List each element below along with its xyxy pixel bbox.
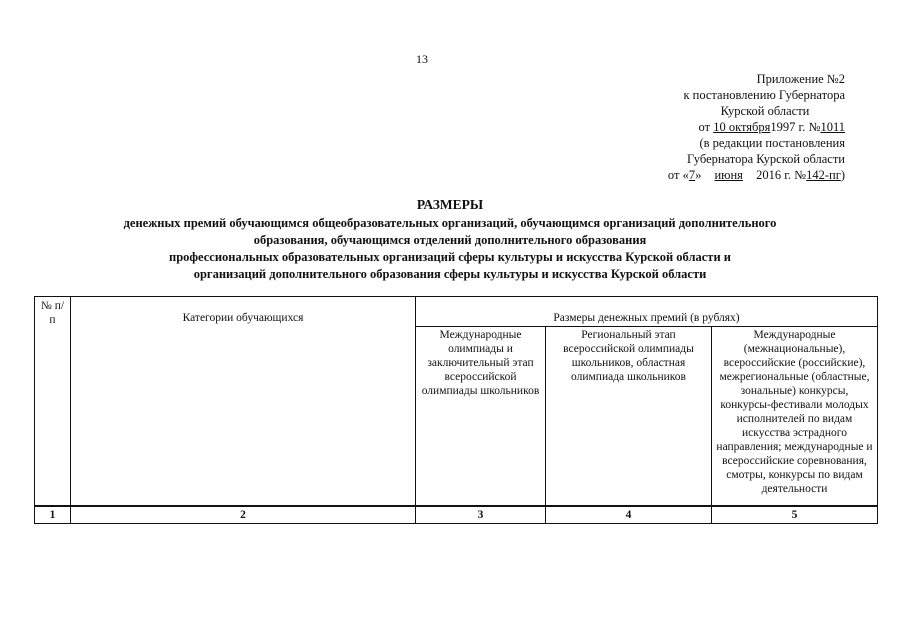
decree-day-month: 10 октября: [713, 120, 771, 134]
appendix-edition-1: (в редакции постановления: [699, 136, 845, 150]
header-category: Категории обучающихся: [71, 297, 416, 507]
index-cell-4: 4: [546, 506, 712, 524]
index-cell-2: 2: [71, 506, 416, 524]
header-num: № п/п: [35, 297, 71, 507]
edition-number: 142-пг: [806, 168, 841, 182]
document-title: [60, 196, 840, 283]
title-line-3: профессиональных образовательных организаций сферы культуры и искусства Курской области и: [169, 250, 731, 264]
title-line-1: денежных премий обучающимся общеобразовательных организаций, обучающимся организаций дополнительного: [123, 216, 777, 230]
appendix-title: Приложение №2: [756, 72, 845, 86]
index-cell-1: 1: [35, 506, 71, 524]
title-line-2: образования, обучающимся отделений дополнительного образования: [253, 233, 647, 247]
appendix-line-2: Курской области: [720, 104, 810, 118]
prizes-table: [34, 296, 878, 524]
edition-paren-close: ): [840, 168, 845, 182]
appendix-header: [575, 71, 845, 183]
table-header-row: [35, 297, 878, 327]
title-main: РАЗМЕРЫ: [416, 197, 484, 212]
header-col-5: Международные (межнациональные), всероссийские (российские), межрегиональные (областные, зональные) конкурсы, конкурсы-фестивали молодых исполнителей по видам искусства эстрадного направления; международные и всероссийские соревнования, смотры, конкурсы по видам деятельности: [712, 327, 878, 507]
edition-month: июня: [714, 168, 743, 182]
page-number: 13: [416, 52, 428, 66]
index-cell-3: 3: [416, 506, 546, 524]
appendix-edition-2: Губернатора Курской области: [687, 152, 845, 166]
header-col-4: Региональный этап всероссийской олимпиады школьников, областная олимпиада школьников: [546, 327, 712, 507]
decree-number: 1011: [820, 120, 845, 134]
table-index-row: [35, 506, 878, 524]
appendix-line-1: к постановлению Губернатора: [683, 88, 845, 102]
edition-day: 7: [688, 168, 696, 182]
title-line-4: организаций дополнительного образования сферы культуры и искусства Курской области: [193, 267, 707, 281]
index-cell-5: 5: [712, 506, 878, 524]
edition-year: 2016 г. №: [756, 168, 807, 182]
header-prize-group: Размеры денежных премий (в рублях): [416, 297, 878, 327]
appendix-decree-date: [575, 119, 845, 135]
appendix-edition-date: [575, 167, 845, 183]
decree-date-prefix: от: [698, 120, 711, 134]
header-col-3: Международные олимпиады и заключительный этап всероссийской олимпиады школьников: [416, 327, 546, 507]
decree-year: 1997 г. №: [770, 120, 821, 134]
edition-date-prefix: от «: [667, 168, 689, 182]
edition-quote-close: »: [695, 168, 702, 182]
